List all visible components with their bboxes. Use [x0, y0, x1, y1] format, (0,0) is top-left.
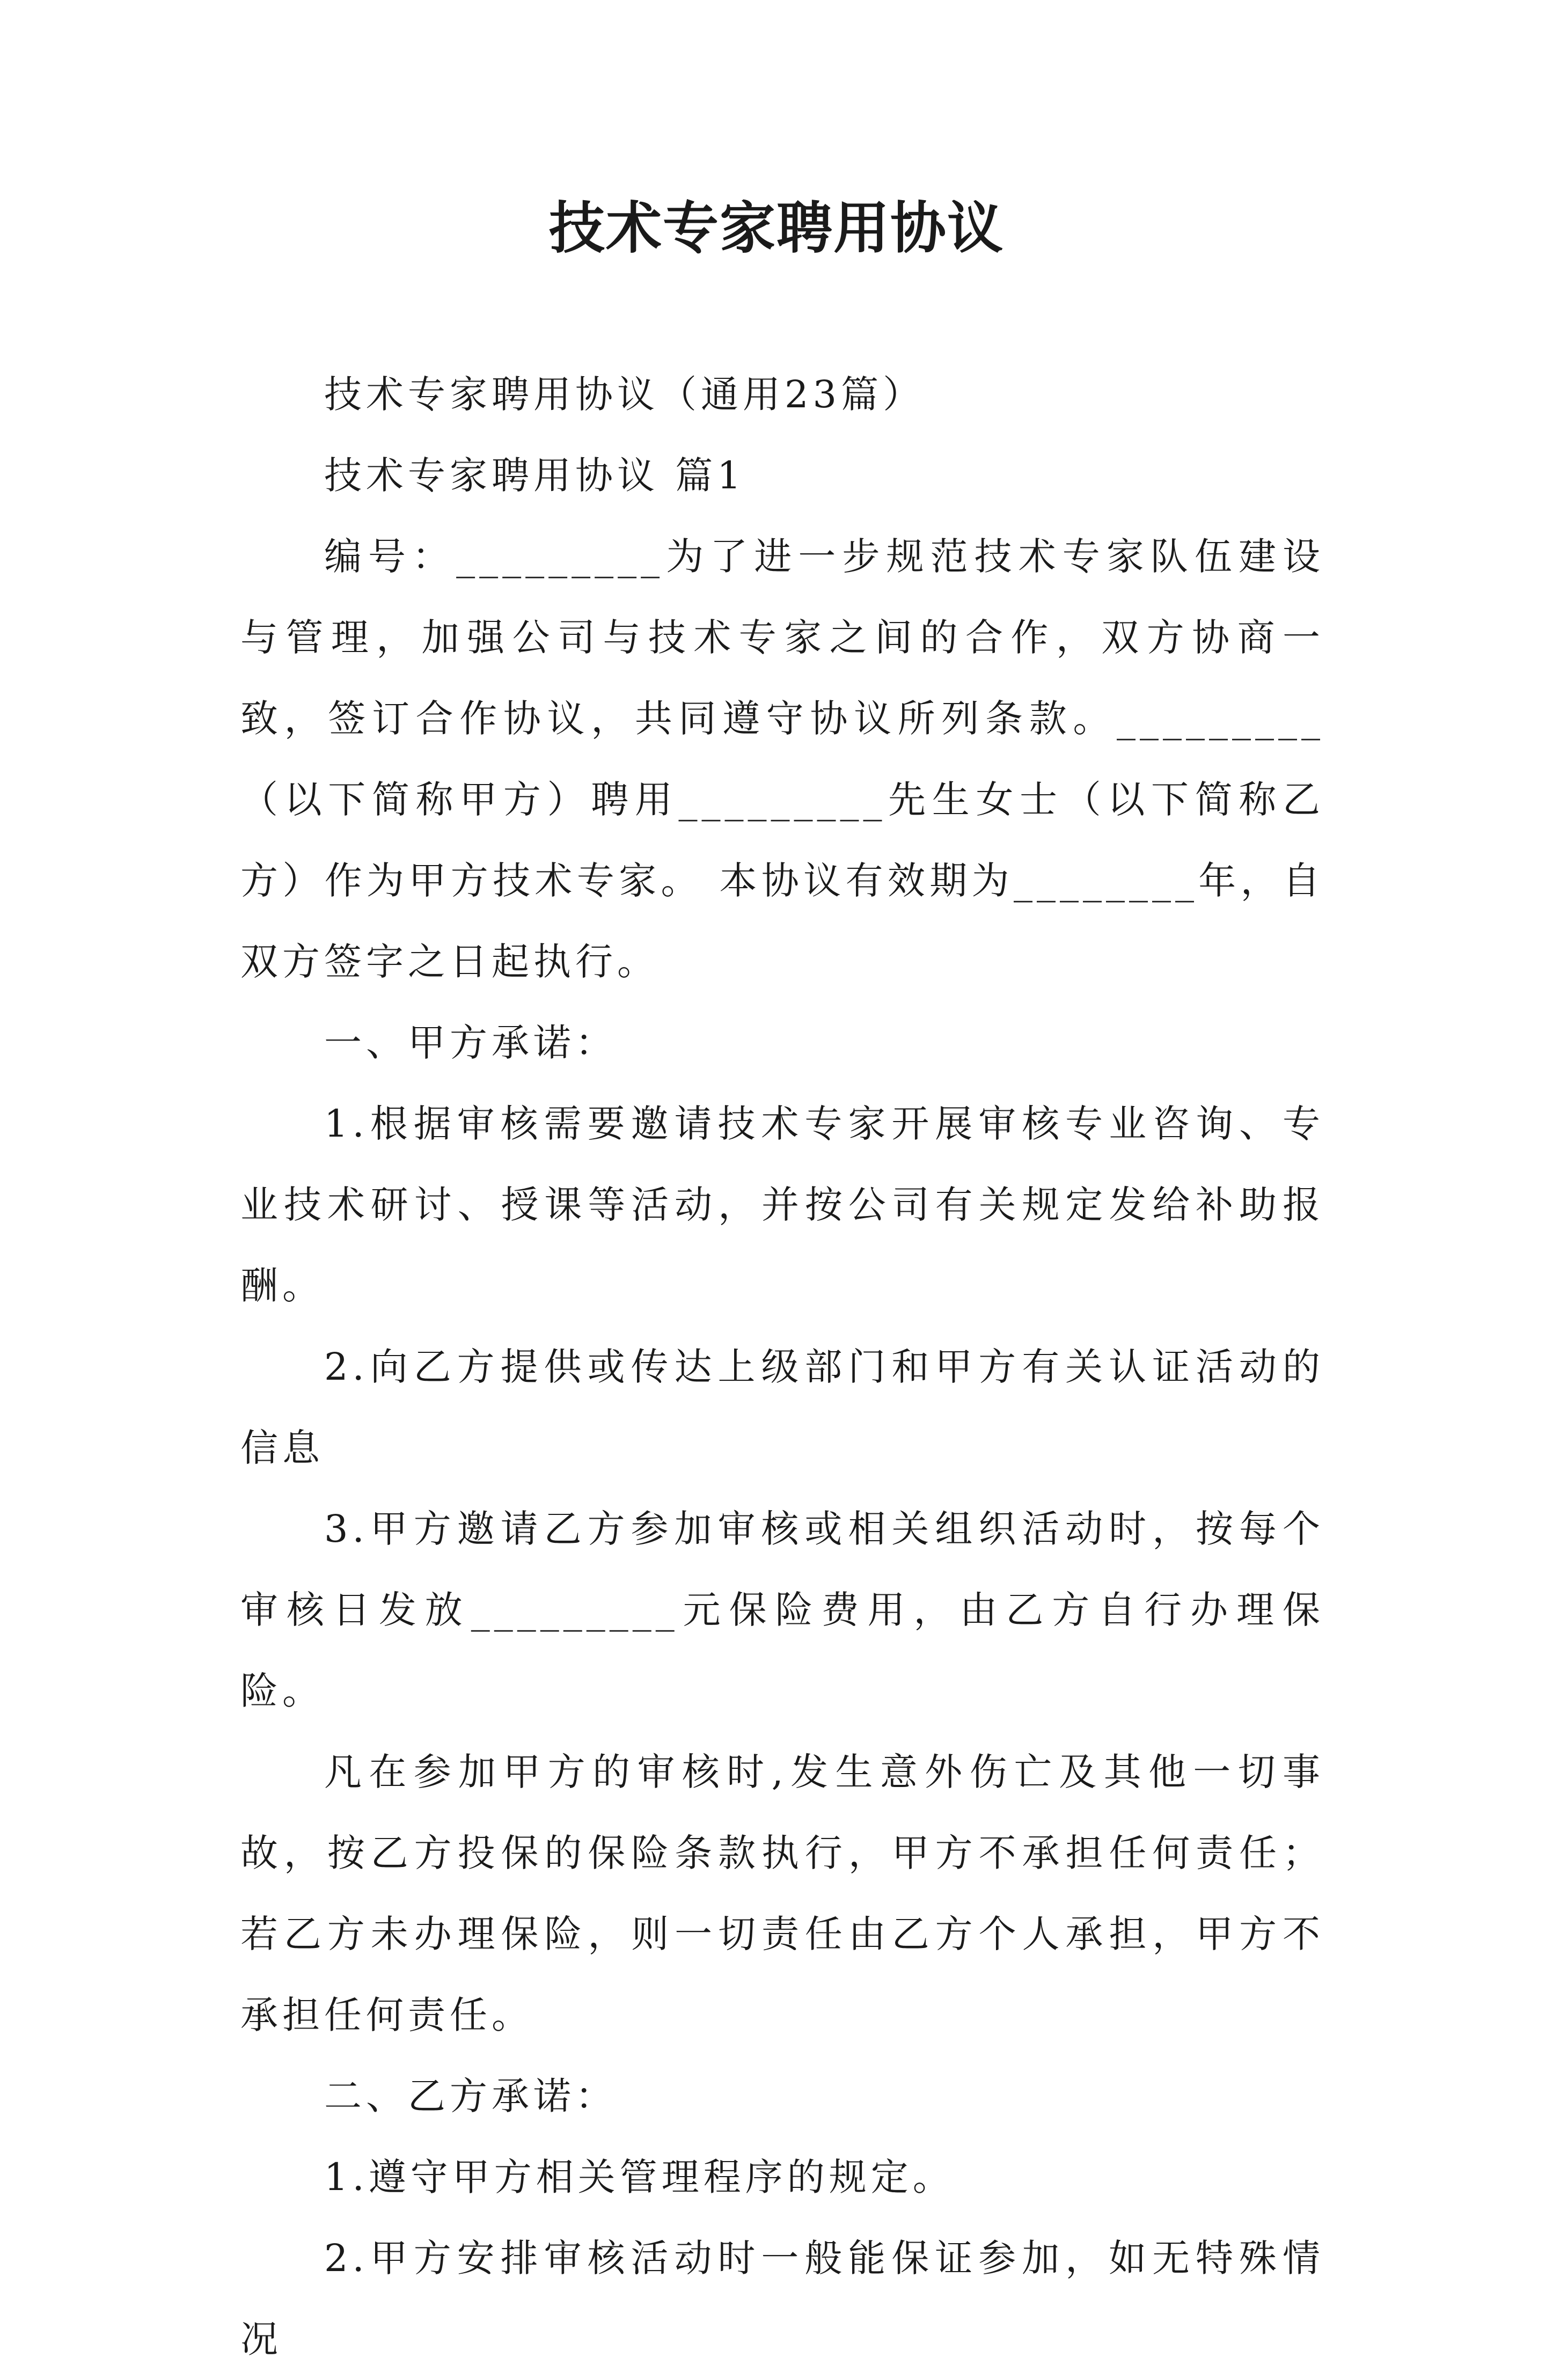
paragraph-party-a-item-2: 2.向乙方提供或传达上级部门和甲方有关认证活动的信息	[240, 1345, 1324, 1470]
paragraph-party-a-heading: 一、甲方承诺：	[324, 1021, 617, 1065]
paragraph-party-b-heading: 二、乙方承诺：	[324, 2074, 617, 2118]
paragraph-liability: 凡在参加甲方的审核时,发生意外伤亡及其他一切事故，按乙方投保的保险条款执行，甲方不承担任何责任；若乙方未办理保险，则一切责任由乙方个人承担，甲方不承担任何责任。	[240, 1750, 1324, 2037]
document-body	[240, 354, 1324, 2380]
paragraph-party-b-item-1: 1.遵守甲方相关管理程序的规定。	[324, 2155, 955, 2199]
paragraph-preamble: 编号：_________为了进一步规范技术专家队伍建设与管理，加强公司与技术专家之间的合作，双方协商一致，签订合作协议，共同遵守协议所列条款。_________（以下简称甲方）聘用_________先生女士（以下简称乙方）作为甲方技术专家。 本协议有效期为________年，自双方签字之日起执行。	[240, 534, 1324, 984]
paragraph-subtitle: 技术专家聘用协议（通用23篇）	[324, 372, 925, 416]
paragraph-section-heading: 技术专家聘用协议 篇1	[324, 453, 745, 497]
paragraph-party-a-item-1: 1.根据审核需要邀请技术专家开展审核专业咨询、专业技术研讨、授课等活动，并按公司有关规定发给补助报酬。	[240, 1102, 1324, 1308]
paragraph-party-b-item-2: 2.甲方安排审核活动时一般能保证参加，如无特殊情况	[240, 2236, 1324, 2361]
paragraph-party-a-item-3: 3.甲方邀请乙方参加审核或相关组织活动时，按每个审核日发放_________元保险费用，由乙方自行办理保险。	[240, 1507, 1324, 1713]
document-title: 技术专家聘用协议	[548, 195, 1004, 261]
